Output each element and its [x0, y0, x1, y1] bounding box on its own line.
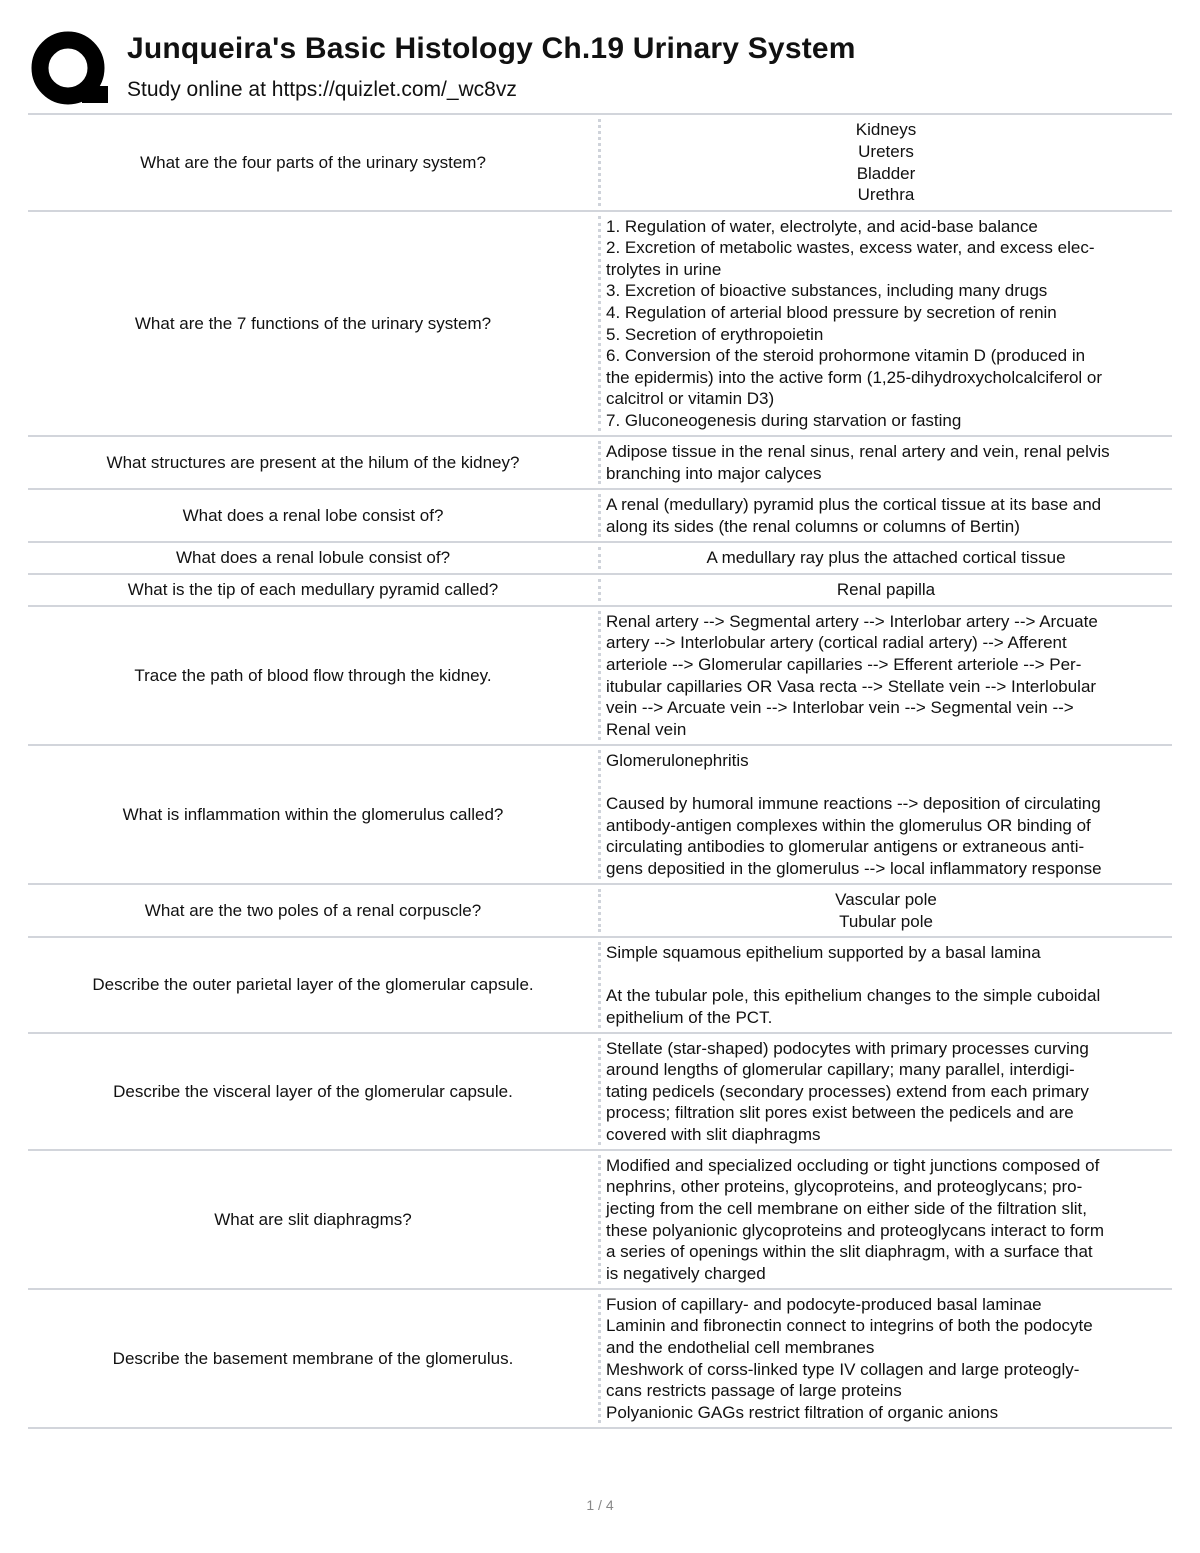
- flashcard-row: [28, 936, 1172, 1032]
- flashcard-definition: 1. Regulation of water, electrolyte, and acid-base balance 2. Excretion of metabolic wastes, excess water, and excess elec- trolytes in urine 3. Excretion of bioactive substances, including many drugs 4. Regulation of arterial blood pressure by secretion of renin 5. Secretion of erythropoietin 6. Conversion of the steroid prohormone vitamin D (produced in the epidermis) into the active form (1,25-dihydroxycholcalciferol or calcitrol or vitamin D3) 7. Gluconeogenesis during starvation or fasting: [606, 216, 1103, 430]
- flashcard-row: [28, 435, 1172, 488]
- flashcard-definition: Simple squamous epithelium supported by a basal lamina At the tubular pole, this epithelium changes to the simple cuboidal epithelium of the PCT.: [606, 942, 1101, 1027]
- page-header: [28, 26, 1178, 112]
- page-number: 1 / 4: [586, 1497, 614, 1513]
- quizlet-q-logo-icon: [30, 30, 110, 110]
- flashcard-definition: Renal papilla: [836, 580, 936, 600]
- flashcard-term: What does a renal lobule consist of?: [175, 548, 451, 567]
- flashcard-term: Describe the basement membrane of the glomerulus.: [112, 1348, 514, 1368]
- flashcard-term: What does a renal lobe consist of?: [182, 505, 444, 525]
- flashcard-row: [28, 1288, 1172, 1429]
- flashcard-definition: Adipose tissue in the renal sinus, renal artery and vein, renal pelvis branching into major calyces: [606, 441, 1110, 483]
- flashcard-row: [28, 1032, 1172, 1149]
- page-title: Junqueira's Basic Histology Ch.19 Urinary System: [127, 32, 856, 65]
- flashcard-row: [28, 210, 1172, 435]
- flashcard-row: [28, 113, 1172, 210]
- flashcard-definition: A medullary ray plus the attached cortical tissue: [706, 548, 1066, 568]
- flashcard-row: [28, 1149, 1172, 1288]
- flashcard-row: [28, 541, 1172, 573]
- flashcard-term: What are slit diaphragms?: [214, 1209, 412, 1229]
- flashcard-term: What are the two poles of a renal corpuscle?: [144, 900, 482, 920]
- flashcard-definition: A renal (medullary) pyramid plus the cortical tissue at its base and along its sides (the renal columns or columns of Bertin): [606, 494, 1102, 536]
- flashcard-term: What are the 7 functions of the urinary system?: [134, 313, 492, 333]
- flashcard-definition: Fusion of capillary- and podocyte-produced basal laminae Laminin and fibronectin connect to integrins of both the podocyte and the endothelial cell membranes Meshwork of corss-linked type IV collagen and large proteogly- cans restricts passage of large proteins Polyanionic GAGs restrict filtration of organic anions: [606, 1294, 1093, 1422]
- flashcard-term: What is inflammation within the glomerulus called?: [122, 804, 504, 824]
- flashcard-term: What are the four parts of the urinary system?: [140, 152, 486, 172]
- flashcard-row: [28, 883, 1172, 936]
- flashcard-row: [28, 744, 1172, 883]
- flashcard-term: Trace the path of blood flow through the kidney.: [134, 665, 492, 685]
- flashcard-term: Describe the visceral layer of the glomerular capsule.: [113, 1081, 513, 1101]
- flashcard-row: [28, 488, 1172, 541]
- flashcard-definition: Renal artery --> Segmental artery --> Interlobar artery --> Arcuate artery --> Interlobular artery (cortical radial artery) --> Afferent arteriole --> Glomerular capillaries --> Efferent arteriole --> Per- itubular capillaries OR Vasa recta --> Stellate vein --> Interlobular vein --> Arcuate vein --> Interlobar vein --> Segmental vein --> Renal vein: [606, 611, 1098, 739]
- flashcard-definition: Vascular pole Tubular pole: [835, 889, 937, 931]
- flashcard-row: [28, 605, 1172, 744]
- flashcard-term: Describe the outer parietal layer of the glomerular capsule.: [92, 975, 534, 994]
- flashcard-term: What structures are present at the hilum of the kidney?: [106, 452, 520, 472]
- flashcard-definition: Glomerulonephritis Caused by humoral immune reactions --> deposition of circulating antibody-antigen complexes within the glomerulus OR binding of circulating antibodies to glomerular antigens or extraneous anti- gens depositied in the glomerulus --> local inflammatory response: [606, 750, 1102, 878]
- flashcard-row: [28, 573, 1172, 605]
- flashcard-definition: Kidneys Ureters Bladder Urethra: [855, 120, 917, 205]
- flashcard-table: [28, 113, 1172, 1429]
- flashcard-term: What is the tip of each medullary pyramid called?: [127, 580, 499, 599]
- flashcard-definition: Stellate (star-shaped) podocytes with primary processes curving around lengths of glomerular capillary; many parallel, interdigi- tating pedicels (secondary processes) extend from each primary process; filtration slit pores exist between the pedicels and are covered with slit diaphragms: [606, 1038, 1089, 1144]
- flashcard-definition: Modified and specialized occluding or tight junctions composed of nephrins, other proteins, glycoproteins, and proteoglycans; pro- jecting from the cell membrane on either side of the filtration slit, these polyanionic glycoproteins and proteoglycans interact to form a series of openings within the slit diaphragm, with a surface that is negatively charged: [606, 1155, 1105, 1283]
- study-online-link[interactable]: Study online at https://quizlet.com/_wc8vz: [127, 78, 517, 101]
